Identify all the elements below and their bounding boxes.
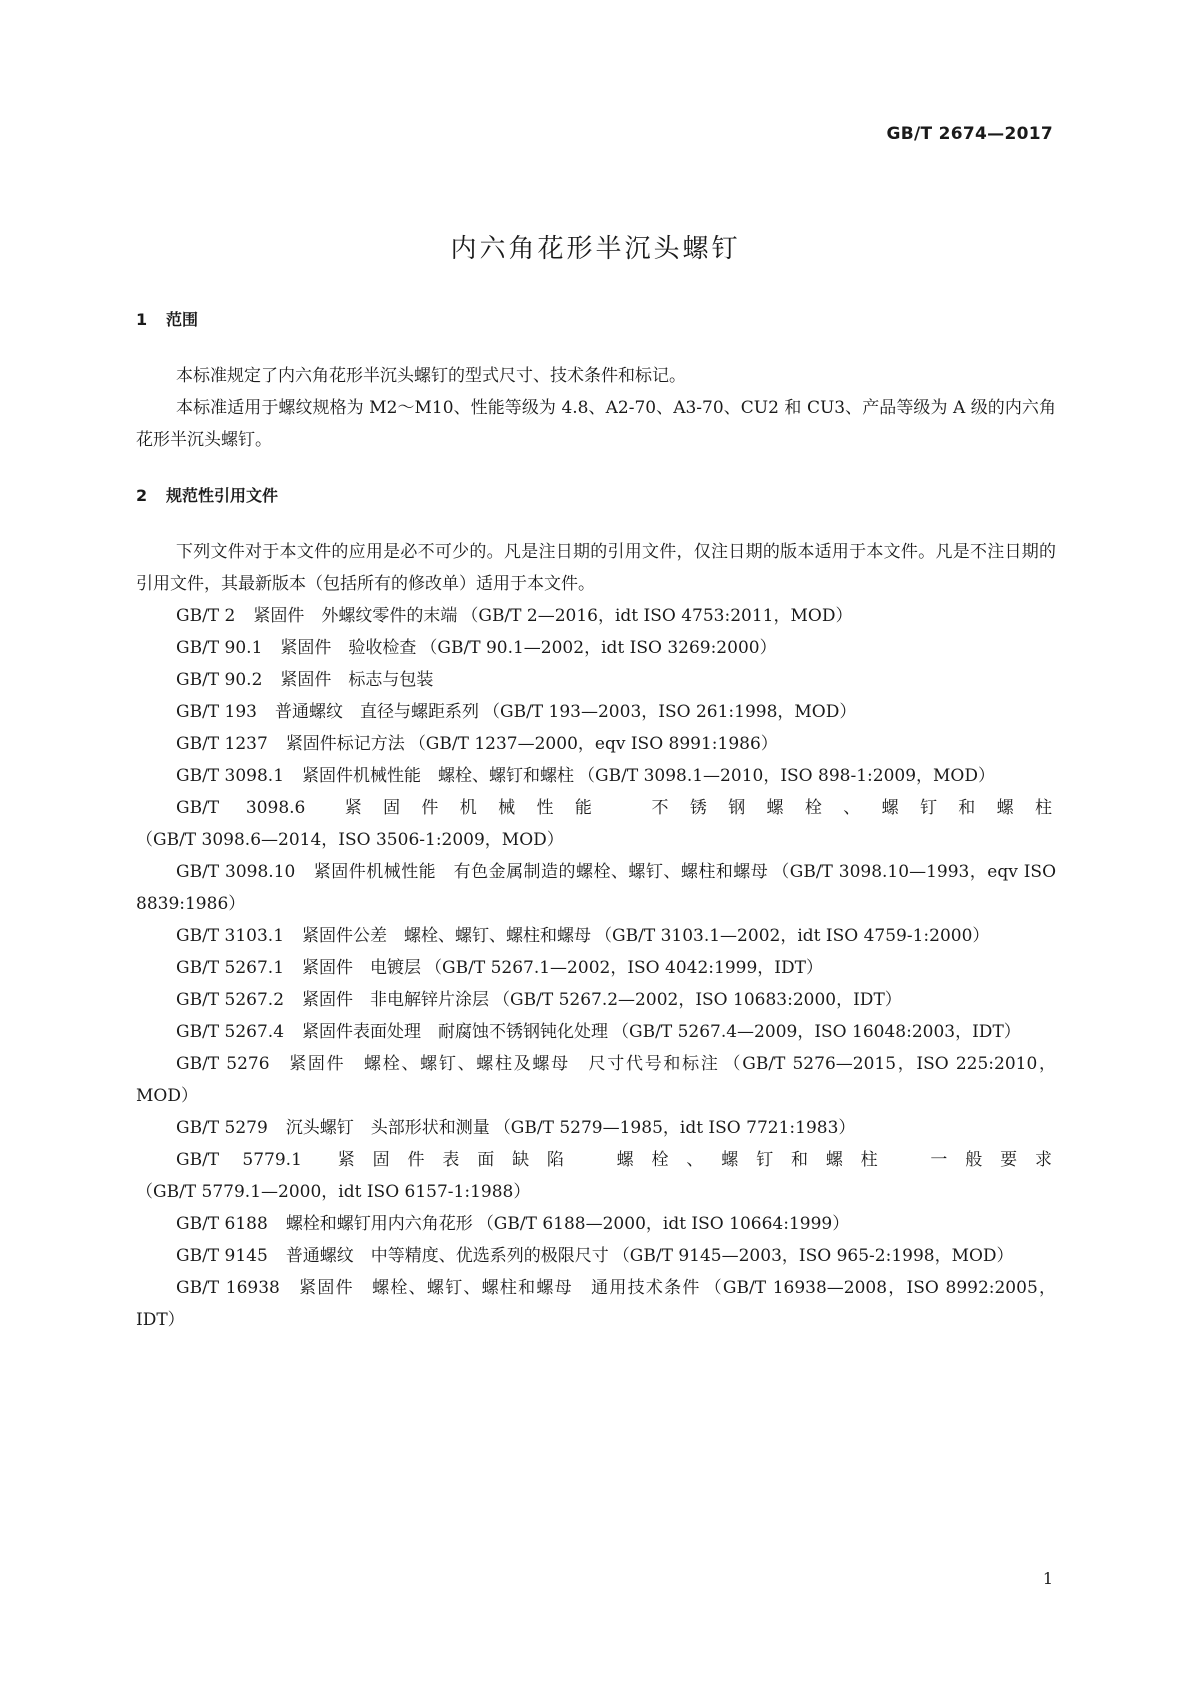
reference-note: （GB/T 5279—1985，idt ISO 7721:1983） [493,1118,856,1138]
standard-number: GB/T 2674—2017 [886,124,1053,144]
reference-note: （GB/T 16938—2008，ISO 8992:2005，IDT） [136,1278,1057,1330]
reference-title: 紧固件标记方法 [285,734,405,754]
reference-item [136,1240,1056,1272]
reference-note: （GB/T 5276—2015，ISO 225:2010，MOD） [136,1054,1056,1106]
reference-note: （GB/T 9145—2003，ISO 965-2:1998，MOD） [612,1246,1014,1266]
document-title: 内六角花形半沉头螺钉 [450,234,741,264]
reference-note: （GB/T 90.1—2002，idt ISO 3269:2000） [420,638,777,658]
reference-title: 普通螺纹 直径与螺距系列 [275,702,479,722]
reference-note: （GB/T 3098.1—2010，ISO 898-1:2009，MOD） [578,766,995,786]
reference-item [136,632,1056,664]
reference-item [136,1272,1056,1336]
reference-code: GB/T 5267.2 [176,990,285,1010]
reference-item [136,728,1056,760]
reference-code: GB/T 16938 [176,1278,280,1298]
reference-code: GB/T 3098.6 [176,798,306,818]
reference-title: 紧固件 螺栓、螺钉、螺柱及螺母 尺寸代号和标注 [287,1054,720,1074]
reference-note: （GB/T 5267.4—2009，ISO 16048:2003，IDT） [612,1022,1021,1042]
reference-title: 紧固件 验收检查 [280,638,417,658]
section-1-paragraph: 本标准适用于螺纹规格为 M2～M10、性能等级为 4.8、A2-70、A3-70、CU2 和 CU3、产品等级为 A 级的内六角花形半沉头螺钉。 [136,398,1056,450]
reference-note: （GB/T 5779.1—2000，idt ISO 6157-1:1988） [136,1182,531,1202]
reference-item [136,984,1056,1016]
reference-note: （GB/T 193—2003，ISO 261:1998，MOD） [483,702,857,722]
reference-title: 沉头螺钉 头部形状和测量 [285,1118,490,1138]
reference-title: 紧固件 外螺纹零件的末端 [253,606,458,626]
reference-item [136,760,1056,792]
reference-item [136,856,1056,920]
reference-title: 紧固件机械性能 不锈钢螺栓、螺钉和螺柱 [323,798,1052,818]
reference-code: GB/T 90.2 [176,670,263,690]
section-1-heading [136,307,198,330]
reference-item [136,1016,1056,1048]
reference-note: （GB/T 3098.6—2014，ISO 3506-1:2009，MOD） [136,830,564,850]
reference-note: （GB/T 3098.10—1993，eqv ISO 8839:1986） [136,862,1057,914]
reference-code: GB/T 90.1 [176,638,263,658]
reference-title: 紧固件机械性能 螺栓、螺钉和螺柱 [302,766,575,786]
reference-item [136,696,1056,728]
reference-code: GB/T 5276 [176,1054,270,1074]
reference-list [136,600,1056,1336]
reference-title: 紧固件表面缺陷 螺栓、螺钉和螺柱 一般要求 [319,1150,1052,1170]
reference-code: GB/T 5279 [176,1118,268,1138]
reference-item [136,952,1056,984]
reference-title: 螺栓和螺钉用内六角花形 [285,1214,473,1234]
section-1-paragraph: 本标准规定了内六角花形半沉头螺钉的型式尺寸、技术条件和标记。 [176,366,686,386]
section-2-title: 规范性引用文件 [166,486,279,505]
reference-title: 紧固件 电镀层 [302,958,422,978]
reference-title: 紧固件 非电解锌片涂层 [302,990,490,1010]
reference-note: （GB/T 5267.2—2002，ISO 10683:2000，IDT） [493,990,902,1010]
reference-note: （GB/T 2—2016，idt ISO 4753:2011，MOD） [461,606,853,626]
reference-code: GB/T 193 [176,702,257,722]
reference-note: （GB/T 6188—2000，idt ISO 10664:1999） [476,1214,850,1234]
reference-code: GB/T 3098.1 [176,766,285,786]
section-2-intro: 下列文件对于本文件的应用是必不可少的。凡是注日期的引用文件，仅注日期的版本适用于本文件。凡是不注日期的引用文件，其最新版本（包括所有的修改单）适用于本文件。 [136,542,1056,594]
page-number: 1 [1042,1569,1053,1588]
reference-item [136,1048,1056,1112]
reference-item [136,1144,1056,1208]
reference-code: GB/T 1237 [176,734,268,754]
reference-note: （GB/T 5267.1—2002，ISO 4042:1999，IDT） [425,958,823,978]
reference-note: （GB/T 3103.1—2002，idt ISO 4759-1:2000） [595,926,990,946]
reference-item [136,600,1056,632]
reference-title: 紧固件 螺栓、螺钉、螺柱和螺母 通用技术条件 [297,1278,701,1298]
reference-note: （GB/T 1237—2000，eqv ISO 8991:1986） [408,734,778,754]
reference-item [136,1208,1056,1240]
reference-item [136,920,1056,952]
reference-item [136,664,1056,696]
reference-code: GB/T 9145 [176,1246,268,1266]
reference-code: GB/T 5779.1 [176,1150,302,1170]
reference-code: GB/T 5267.1 [176,958,285,978]
reference-code: GB/T 3103.1 [176,926,285,946]
reference-title: 紧固件机械性能 有色金属制造的螺栓、螺钉、螺柱和螺母 [313,862,769,882]
reference-title: 普通螺纹 中等精度、优选系列的极限尺寸 [285,1246,609,1266]
reference-code: GB/T 3098.10 [176,862,296,882]
reference-code: GB/T 2 [176,606,236,626]
reference-item [136,792,1056,856]
reference-title: 紧固件 标志与包装 [280,670,434,690]
reference-code: GB/T 5267.4 [176,1022,285,1042]
section-1-title: 范围 [166,310,199,329]
reference-code: GB/T 6188 [176,1214,268,1234]
reference-title: 紧固件表面处理 耐腐蚀不锈钢钝化处理 [302,1022,609,1042]
section-2-heading [136,483,278,506]
section-2-number: 2 [136,486,148,505]
reference-item [136,1112,1056,1144]
section-1-number: 1 [136,310,148,329]
section-1-body [136,360,1056,456]
section-2-body [136,536,1056,1336]
reference-title: 紧固件公差 螺栓、螺钉、螺柱和螺母 [302,926,592,946]
